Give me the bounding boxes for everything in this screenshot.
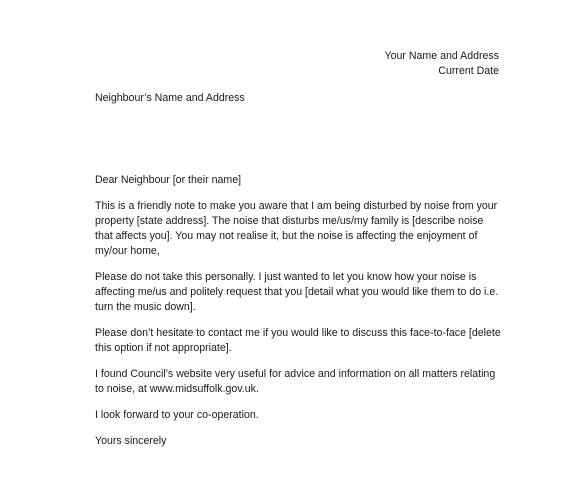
paragraph-5 xyxy=(95,408,515,423)
paragraph-line: property [state address]. The noise that disturbs me/us/my family is [describe noise xyxy=(95,215,484,227)
paragraph-line: affecting me/us and politely request that you [detail what you would like them to do i.e. xyxy=(95,286,499,298)
paragraph-1 xyxy=(95,199,515,259)
paragraph-line: that affects you]. You may not realise it, but the noise is affecting the enjoyment of xyxy=(95,230,478,242)
paragraph-3 xyxy=(95,326,515,356)
paragraph-line: my/our home, xyxy=(95,245,160,257)
sender-block xyxy=(385,49,499,79)
letter-body xyxy=(95,173,515,460)
paragraph-line: this option if not appropriate]. xyxy=(95,342,232,354)
paragraph-line: Please do not take this personally. I just wanted to let you know how your noise is xyxy=(95,271,477,283)
paragraph-4 xyxy=(95,367,515,397)
paragraph-line: I look forward to your co-operation. xyxy=(95,409,259,421)
salutation xyxy=(95,173,515,188)
closing xyxy=(95,434,515,449)
paragraph-line: to noise, at www.midsuffolk.gov.uk. xyxy=(95,383,259,395)
sender-name-address: Your Name and Address xyxy=(384,50,499,62)
paragraph-line: I found Council’s website very useful for advice and information on all matters relating xyxy=(95,368,496,380)
paragraph-line: turn the music down]. xyxy=(95,301,196,313)
recipient-block xyxy=(95,91,245,106)
paragraph-2 xyxy=(95,270,515,315)
closing-text: Yours sincerely xyxy=(95,435,167,447)
paragraph-line: This is a friendly note to make you aware that I am being disturbed by noise from your xyxy=(95,200,498,212)
salutation-text: Dear Neighbour [or their name] xyxy=(95,174,242,186)
letter-date: Current Date xyxy=(438,65,499,77)
recipient-name-address: Neighbour’s Name and Address xyxy=(95,92,245,104)
paragraph-line: Please don’t hesitate to contact me if you would like to discuss this face-to-face [delete xyxy=(95,327,501,339)
